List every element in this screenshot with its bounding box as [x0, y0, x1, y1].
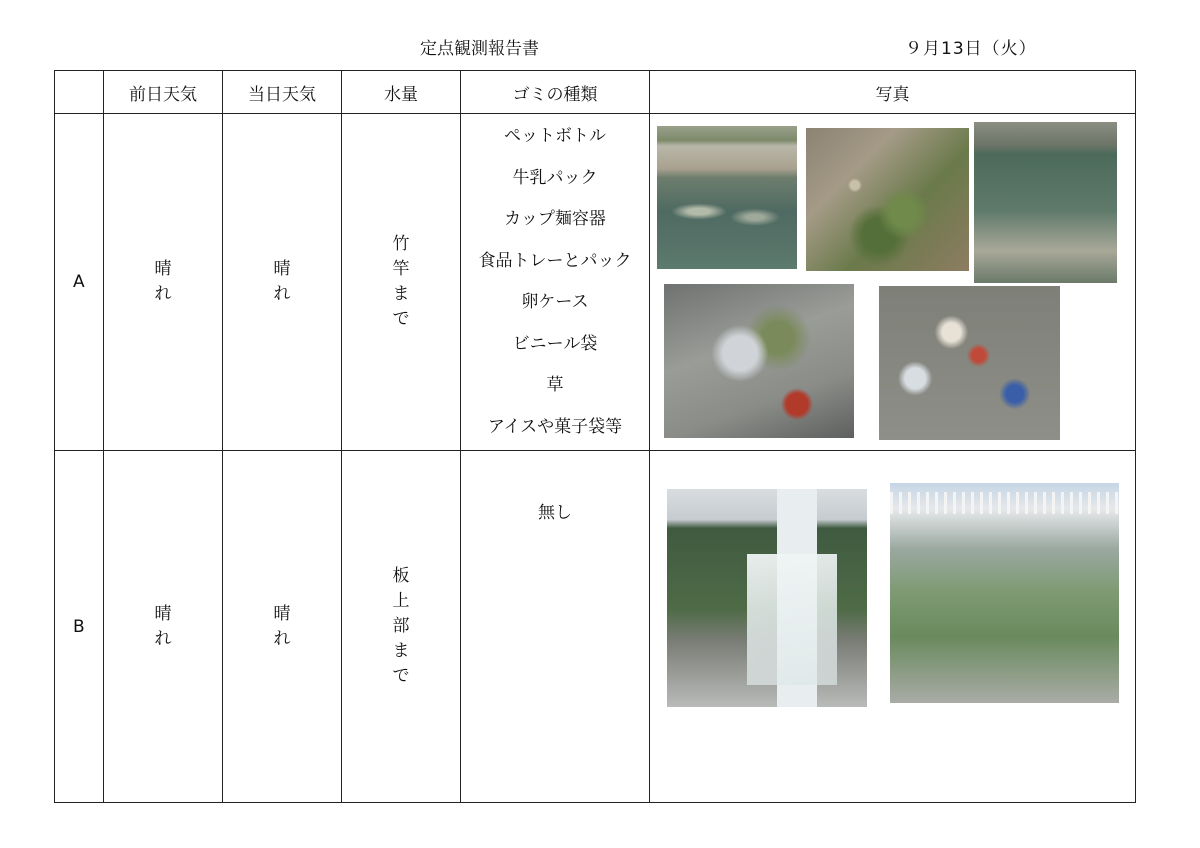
wheelbarrow-litter-photo: [664, 284, 854, 438]
report-title: 定点観測報告書: [420, 39, 539, 59]
water-level-char: ま: [392, 641, 410, 661]
water-level-cell: [342, 114, 461, 451]
today-weather-cell: [223, 451, 342, 803]
weather-char: 晴: [154, 603, 172, 624]
water-level-char: 板: [392, 566, 410, 586]
header-blank: [55, 71, 104, 114]
water-level-char: で: [392, 666, 410, 686]
observation-table: [54, 70, 1136, 803]
waste-item: ペットボトル: [504, 126, 606, 146]
water-level-char: ま: [392, 284, 410, 304]
today-weather-cell: [223, 114, 342, 451]
waste-item: 草: [546, 375, 564, 395]
collected-trash-photo: [879, 286, 1060, 440]
water-level-cell: [342, 451, 461, 803]
water-level-char: 部: [392, 616, 410, 636]
weather-char: れ: [273, 628, 291, 649]
header-photos: 写真: [650, 71, 1136, 114]
prev-weather-cell: [104, 114, 223, 451]
weather-char: れ: [154, 628, 172, 649]
header-water-level: 水量: [342, 71, 461, 114]
row-label: A: [55, 114, 104, 451]
sluice-gate-photo: [890, 483, 1119, 703]
weather-char: 晴: [273, 603, 291, 624]
water-level-char: 竹: [392, 234, 410, 254]
waste-types-cell: [461, 451, 650, 803]
photos-cell: [650, 451, 1136, 803]
litter-grass-photo: [806, 128, 969, 271]
header-today-weather: 当日天気: [223, 71, 342, 114]
waste-item: 牛乳パック: [512, 167, 598, 188]
header-prev-weather: 前日天気: [104, 71, 223, 114]
weather-char: れ: [273, 284, 291, 304]
table-row: [55, 114, 1136, 451]
weather-char: れ: [154, 284, 172, 304]
waste-item: カップ麺容器: [504, 209, 606, 229]
waste-item: アイスや菓子袋等: [487, 416, 623, 437]
prev-weather-cell: [104, 451, 223, 803]
header-waste-types: ゴミの種類: [461, 71, 650, 114]
report-date: ９月13日（火）: [905, 39, 1037, 59]
waste-types-cell: [461, 114, 650, 451]
weir-waterfall-photo: [667, 489, 867, 707]
waste-item: 食品トレーとパック: [478, 250, 632, 271]
photos-cell: [650, 114, 1136, 451]
weather-char: 晴: [273, 259, 291, 279]
waste-item: 卵ケース: [521, 292, 589, 312]
table-header-row: [55, 71, 1136, 114]
water-level-char: で: [392, 309, 410, 329]
water-level-char: 上: [392, 591, 410, 611]
water-level-char: 竿: [392, 259, 410, 279]
waste-item: ビニール袋: [512, 333, 598, 354]
row-label: B: [55, 451, 104, 803]
canal-foam-photo: [657, 126, 797, 269]
canal-corner-photo: [974, 122, 1117, 283]
weather-char: 晴: [154, 259, 172, 279]
table-row: [55, 451, 1136, 803]
waste-item: 無し: [538, 503, 572, 523]
